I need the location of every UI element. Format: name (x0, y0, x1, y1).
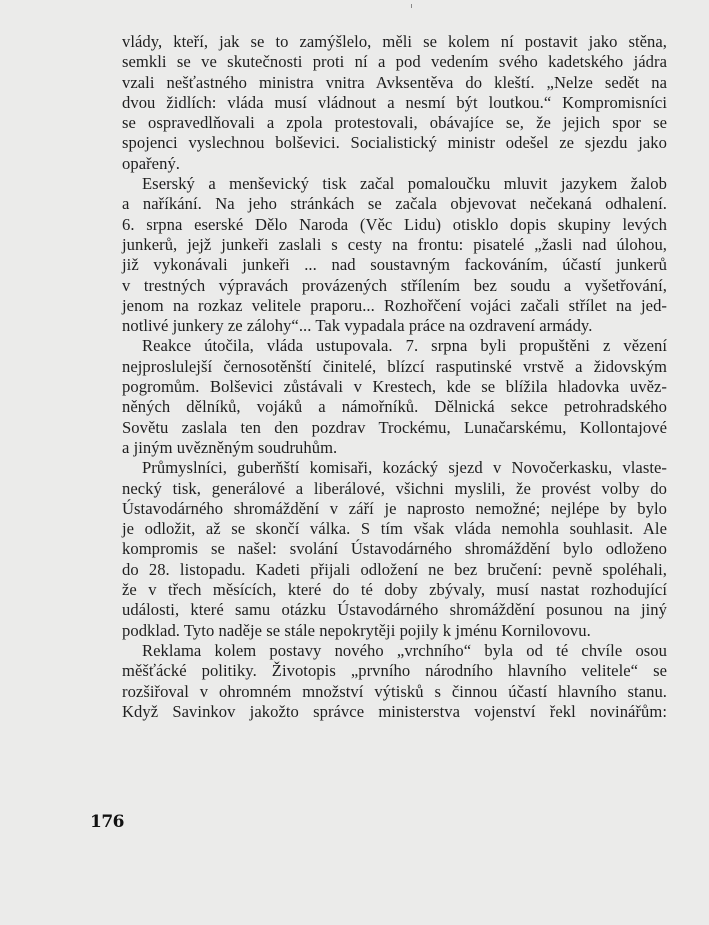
text-line: notlivé junkery ze zálohy“... Tak vypadala práce na ozdravení armády. (122, 316, 593, 336)
text-line: kompromis se našel: svolání Ústavodárného shromáždění bylo odloženo (122, 539, 667, 559)
paragraph-first-line: Reakce útočila, vláda ustupovala. 7. srpna byli propuštěni z vězení (142, 336, 667, 356)
text-line: dvou židlích: vláda musí vládnout a nesmí být loutkou.“ Kompromisníci (122, 92, 667, 112)
text-line: rozšiřoval v ohromném množství výtisků s činnou účastí hlavního stanu. (122, 681, 667, 701)
text-line: 6. srpna eserské Dělo Naroda (Věc Lidu) otisklo dopis skupiny levých (122, 214, 667, 234)
text-line: v trestných výpravách provázených střílením bez soudu a vyšetřování, (122, 275, 667, 295)
text-line: podklad. Tyto naděje se stále nepokrytěji pojily k jménu Kornilovovu. (122, 620, 591, 640)
text-line: junkerů, jejž junkeři zaslali s cesty na frontu: pisatelé „žasli nad úlohou, (122, 234, 667, 254)
text-line: opařený. (122, 153, 180, 173)
text-line: že v třech měsících, které do té doby zbývaly, musí nastat rozhodující (122, 580, 667, 600)
text-line: a naříkání. Na jeho stránkách se začala objevovat nečekaná odhalení. (122, 194, 667, 214)
text-line: vzali nešťastného ministra vnitra Avksentěva do kleští. „Nelze sedět na (122, 72, 667, 92)
text-line: a jiným uvězněným soudruhům. (122, 437, 338, 457)
text-line: spojenci vyslechnou bolševici. Socialistický ministr odešel ze sjezdu jako (122, 133, 667, 153)
paragraph-first-line: Eserský a menševický tisk začal pomaloučku mluvit jazykem žalob (142, 174, 667, 194)
text-line: nejproslulejší černosotěnští činitelé, blízcí rasputinské vrstvě a židovským (122, 356, 667, 376)
text-line: do 28. listopadu. Kadeti přijali odložení ne bez bručení: pevně spoléhali, (122, 559, 667, 579)
text-line: vlády, kteří, jak se to zamýšlelo, měli se kolem ní postavit jako stěna, (122, 32, 667, 51)
page-number: 176 (90, 812, 124, 832)
text-line: jenom na rozkaz velitele praporu... Rozhořčení vojáci začali střílet na jed- (122, 295, 667, 315)
text-line: pogromům. Bolševici zůstávali v Krestech, kde se blížila hladovka uvěz- (122, 377, 667, 397)
text-line: již vykonávali junkeři ... nad soustavným fackováním, účastí junkerů (122, 255, 667, 275)
body-text (122, 32, 667, 722)
text-line: Ústavodárného shromáždění v září je naprosto nemožné; nejlépe by bylo (122, 498, 667, 518)
paragraph-first-line: Reklama kolem postavy nového „vrchního“ byla od té chvíle osou (142, 640, 667, 660)
scan-mark (411, 4, 412, 8)
paragraph-first-line: Průmyslníci, guberňští komisaři, kozácký sjezd v Novočerkasku, vlaste- (142, 458, 667, 478)
text-line: Když Savinkov jakožto správce ministerstva vojenství řekl novinářům: (122, 701, 667, 721)
text-line: se ospravedlňovali a zpola protestovali, obávajíce se, že jejich spor se (122, 113, 667, 133)
text-line: něných dělníků, vojáků a námořníků. Dělnická sekce petrohradského (122, 397, 667, 417)
text-line: Sovětu zaslala ten den pozdrav Trockému, Lunačarskému, Kollontajové (122, 417, 667, 437)
text-line: měšťácké politiky. Životopis „prvního národního hlavního velitele“ se (122, 661, 667, 681)
text-line: události, které samu otázku Ústavodárného shromáždění posunou na jiný (122, 600, 667, 620)
text-line: semkli se ve skutečnosti proti ní a pod vedením svého kadetského jádra (122, 52, 667, 72)
text-line: necký tisk, generálové a liberálové, všichni myslili, že provést volby do (122, 478, 667, 498)
text-line: je odložit, až se skončí válka. S tím však vláda nemohla souhlasit. Ale (122, 519, 667, 539)
